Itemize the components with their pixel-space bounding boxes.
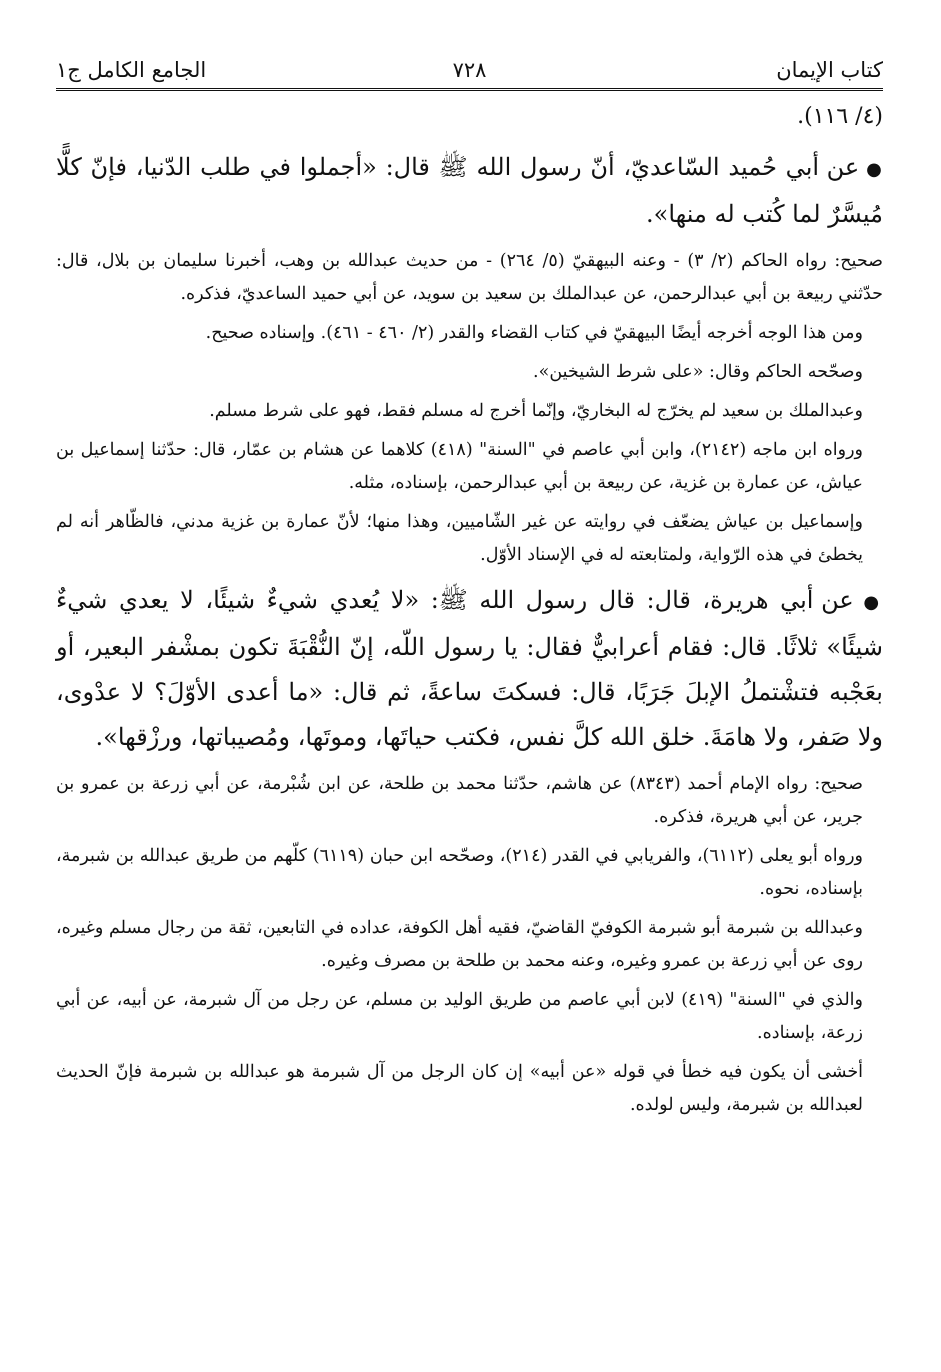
chapter-title: كتاب الإيمان <box>776 58 883 82</box>
commentary-paragraph: وعبدالله بن شبرمة أبو شبرمة الكوفيّ القاضيّ، فقيه أهل الكوفة، عداده في التابعين، ثقة من رجال مسلم وغيره، روى عن أبي زرعة بن عمرو وغيره، وعنه محمد بن طلحة بن مصرف وغيره. <box>56 918 863 971</box>
book-title: الجامع الكامل ج١ <box>56 58 207 82</box>
page-number: ٧٢٨ <box>452 58 487 82</box>
commentary-paragraph: أخشى أن يكون فيه خطأ في قوله «عن أبيه» إن كان الرجل من آل شبرمة هو عبدالله بن شبرمة فإنّ الحديث لعبدالله بن شبرمة، وليس لولده. <box>56 1062 863 1115</box>
commentary-paragraph: وصحّحه الحاكم وقال: «على شرط الشيخين». <box>533 362 863 382</box>
hadith-text: ● عن أبي حُميد السّاعديّ، أنّ رسول الله ﷺ قال: «أجملوا في طلب الدّنيا، فإنّ كلًّا مُيسَّرٌ لما كُتب له منها». <box>56 145 883 237</box>
hadith-text: ● عن أبي هريرة، قال: قال رسول الله ﷺ: «لا يُعدي شيءٌ شيئًا، لا يعدي شيءٌ شيئًا» ثلاثًا. قال: فقام أعرابيٌّ فقال: يا رسول اللّه، إنّ النُّقْبَةَ تكون بمشْفر البعير، أو بعَجْبه فتشْتملُ الإبلَ جَرَبًا، قال: فسكتَ ساعةً، ثم قال: «ما أعدى الأوّلَ؟ لا عدْوى، ولا صَفر، ولا هامَةَ. خلق الله كلَّ نفس، فكتب حياتَها، وموتَها، ومُصيباتها، ورزْقها». <box>56 578 883 760</box>
commentary-paragraph: ورواه ابن ماجه (٢١٤٢)، وابن أبي عاصم في "السنة" (٤١٨) كلاهما عن هشام بن عمّار، قال: حدّثنا إسماعيل بن عياش، عن عمارة بن غزية، عن ربيعة بن أبي عبدالرحمن، بإسناده، مثله. <box>56 440 863 493</box>
running-header <box>56 40 883 88</box>
page-content <box>56 91 883 1122</box>
reference-line: (٤/ ١١٦). <box>797 104 883 129</box>
commentary-paragraph: صحيح: رواه الإمام أحمد (٨٣٤٣) عن هاشم، حدّثنا محمد بن طلحة، عن ابن شُبْرمة، عن أبي زرعة بن عمرو بن جرير، عن أبي هريرة، فذكره. <box>56 774 863 827</box>
commentary-paragraph: وإسماعيل بن عياش يضعّف في روايته عن غير الشّاميين، وهذا منها؛ لأنّ عمارة بن غزية مدني، فالظّاهر أنه لم يخطئ في هذه الرّواية، ولمتابعته له في الإسناد الأوّل. <box>56 512 863 565</box>
commentary-paragraph: ورواه أبو يعلى (٦١١٢)، والفريابي في القدر (٢١٤)، وصحّحه ابن حبان (٦١١٩) كلّهم من طريق عبدالله بن شبرمة، بإسناده، نحوه. <box>56 846 863 899</box>
commentary-paragraph: وعبدالملك بن سعيد لم يخرّج له البخاريّ، وإنّما أخرج له مسلم فقط، فهو على شرط مسلم. <box>209 401 863 421</box>
commentary-paragraph: والذي في "السنة" (٤١٩) لابن أبي عاصم من طريق الوليد بن مسلم، عن رجل من آل شبرمة، عن أبيه، عن أبي زرعة، بإسناده. <box>56 990 863 1043</box>
commentary-paragraph: ومن هذا الوجه أخرجه أيضًا البيهقيّ في كتاب القضاء والقدر (٢/ ٤٦٠ - ٤٦١). وإسناده صحيح. <box>205 323 863 343</box>
commentary-paragraph: صحيح: رواه الحاكم (٢/ ٣) - وعنه البيهقيّ (٥/ ٢٦٤) - من حديث عبدالله بن وهب، أخبرنا سليمان بن بلال، قال: حدّثني ربيعة بن أبي عبدالرحمن، عن عبدالملك بن سعيد بن سويد، عن أبي حميد الساعديّ، فذكره. <box>56 251 883 304</box>
